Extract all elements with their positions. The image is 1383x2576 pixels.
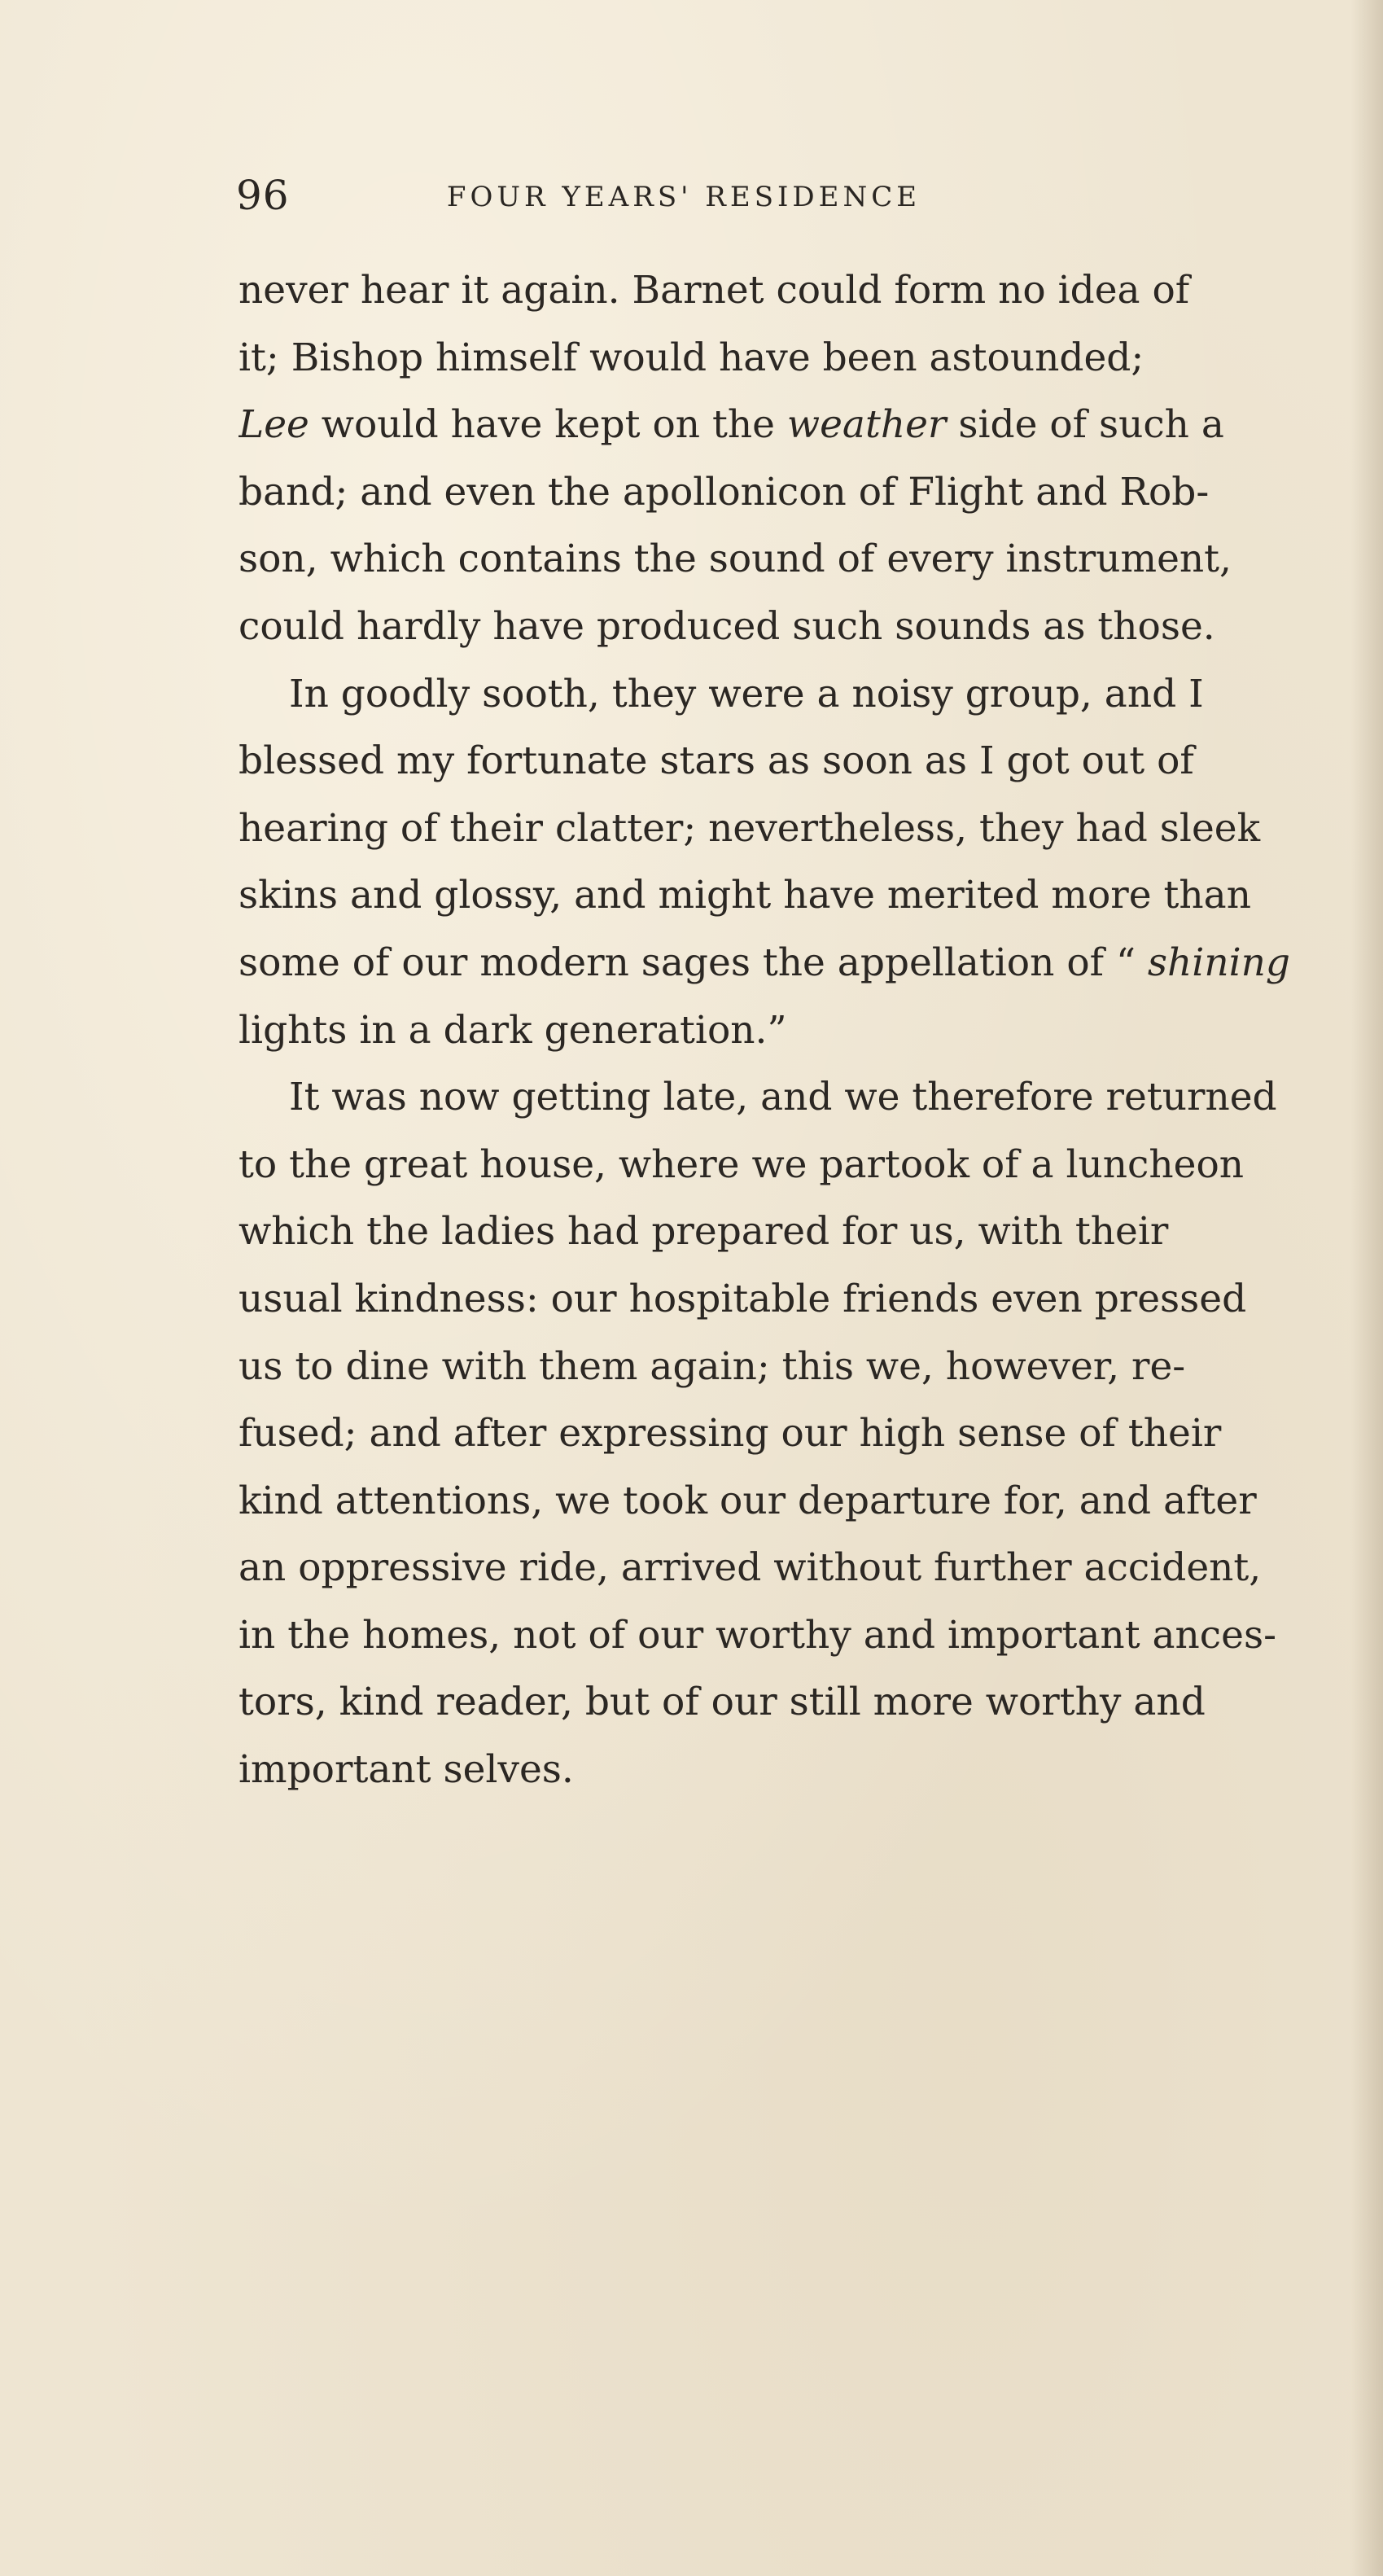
text-line <box>239 795 1376 863</box>
text-line <box>239 594 1376 661</box>
text-run: would have kept on the <box>309 402 787 448</box>
text-run: tors, kind reader, but of our still more worthy and <box>239 1680 1206 1725</box>
text-line <box>239 257 1376 325</box>
text-run: usual kindness: our hospitable friends even pressed <box>239 1276 1247 1321</box>
text-run: kind attentions, we took our departure for, and after <box>239 1478 1257 1523</box>
text-run: side of such a <box>946 402 1224 448</box>
page-number: 96 <box>236 172 290 219</box>
text-line <box>239 1132 1376 1199</box>
text-run: never hear it again. Barnet could form no idea of <box>239 268 1190 313</box>
text-run: to the great house, where we partook of a luncheon <box>239 1141 1245 1187</box>
italic-text: weather <box>786 402 947 448</box>
text-line <box>239 1400 1376 1468</box>
text-line <box>239 1602 1376 1670</box>
text-line <box>239 1064 1376 1132</box>
text-run: some of our modern sages the appellation of “ <box>239 940 1148 985</box>
text-run: us to dine with them again; this we, however, re- <box>239 1343 1186 1389</box>
text-run: skins and glossy, and might have merited more than <box>239 873 1251 918</box>
text-run: In goodly sooth, they were a noisy group, and I <box>289 671 1204 716</box>
text-run: in the homes, not of our worthy and important ances- <box>239 1612 1276 1658</box>
text-run: son, which contains the sound of every instrument, <box>239 537 1232 582</box>
text-line <box>239 459 1376 527</box>
text-run: It was now getting late, and we therefore returned <box>289 1075 1277 1120</box>
text-run: which the ladies had prepared for us, with their <box>239 1209 1169 1255</box>
text-line <box>239 392 1376 459</box>
text-run: an oppressive ride, arrived without further accident, <box>239 1545 1262 1591</box>
page-header <box>236 171 1091 228</box>
text-line <box>239 1198 1376 1266</box>
text-line <box>239 1468 1376 1536</box>
text-line <box>239 1334 1376 1401</box>
italic-text: shining <box>1147 940 1291 985</box>
text-line <box>239 728 1376 795</box>
text-line <box>239 661 1376 729</box>
text-line <box>239 1669 1376 1737</box>
text-line <box>239 325 1376 392</box>
text-run: blessed my fortunate stars as soon as I got out of <box>239 738 1194 784</box>
text-run: could hardly have produced such sounds as those. <box>239 603 1215 649</box>
body-text <box>239 257 1376 1804</box>
text-line <box>239 1535 1376 1602</box>
text-run: lights in a dark generation.” <box>239 1007 787 1053</box>
text-run: it; Bishop himself would have been astounded; <box>239 335 1144 380</box>
running-title: FOUR YEARS' RESIDENCE <box>446 181 921 213</box>
text-run: fused; and after expressing our high sense of their <box>239 1411 1222 1457</box>
text-run: hearing of their clatter; nevertheless, they had sleek <box>239 805 1261 851</box>
text-run: band; and even the apollonicon of Flight and Rob- <box>239 469 1210 515</box>
text-line <box>239 1737 1376 1804</box>
text-line <box>239 997 1376 1065</box>
text-run: important selves. <box>239 1747 574 1793</box>
text-line <box>239 1266 1376 1334</box>
text-line <box>239 930 1376 997</box>
text-line <box>239 526 1376 594</box>
italic-text: Lee <box>239 402 309 448</box>
text-line <box>239 862 1376 930</box>
